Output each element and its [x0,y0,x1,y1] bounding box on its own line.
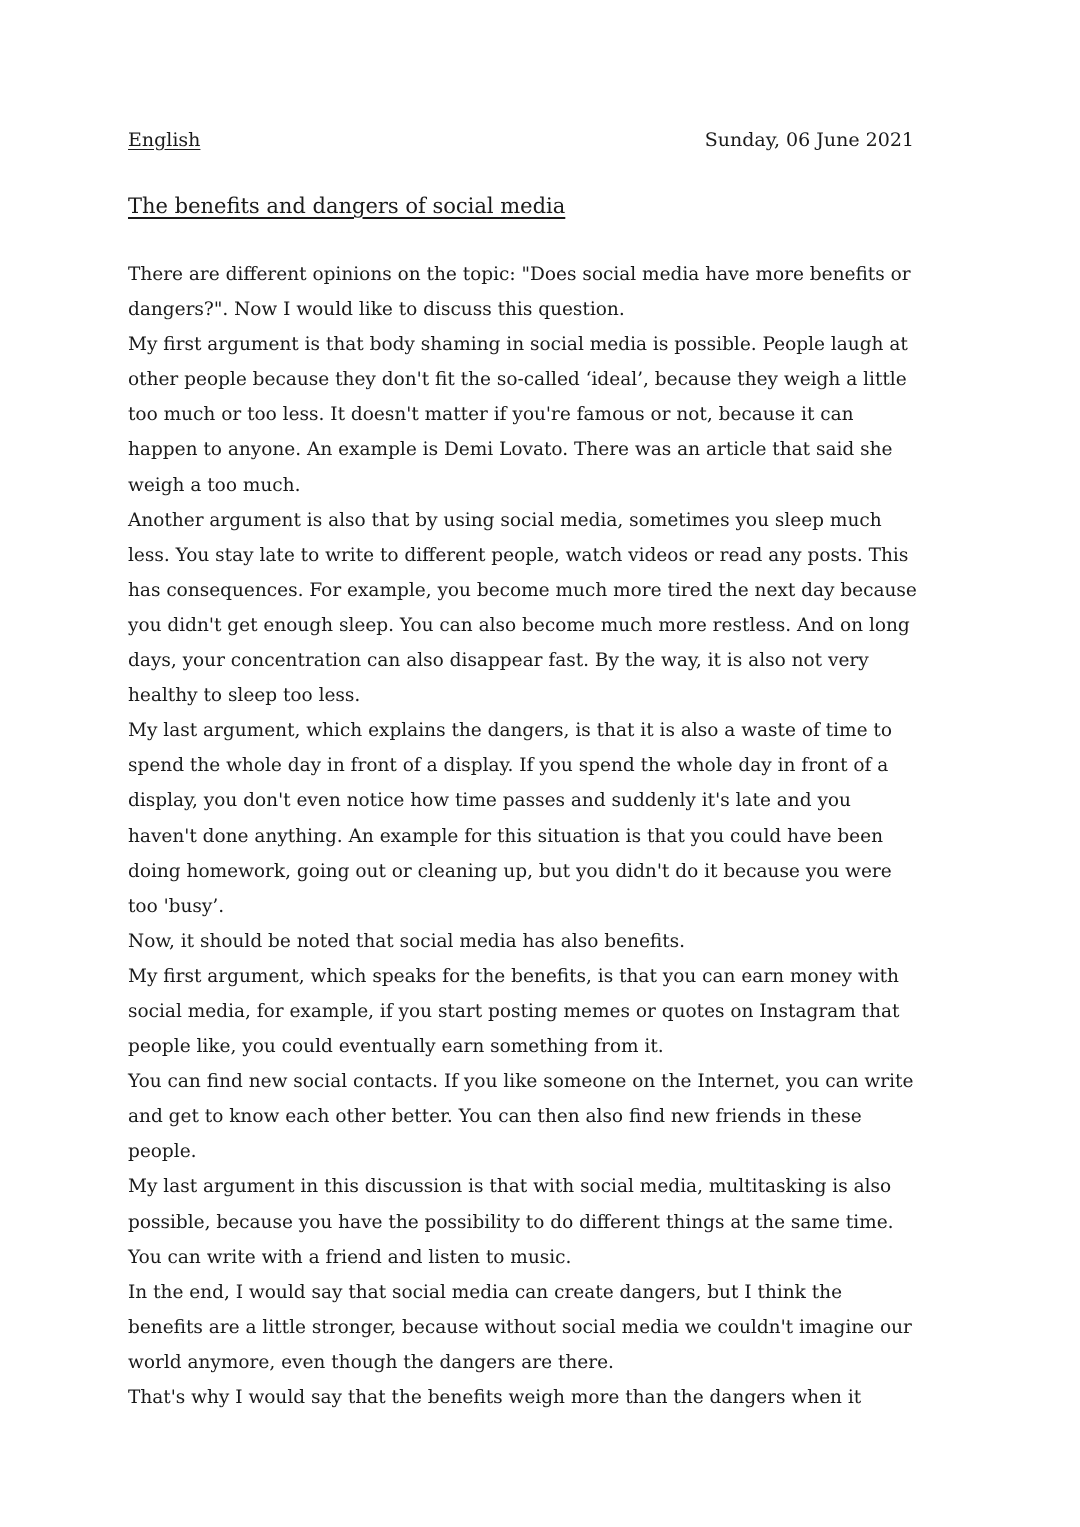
text-line: healthy to sleep too less. [128,685,361,707]
text-line: You can find new social contacts. If you like someone on the Internet, you can write [128,1071,914,1093]
text-line: you didn't get enough sleep. You can also become much more restless. And on long [128,614,910,636]
text-line: haven't done anything. An example for this situation is that you could have been [128,825,883,847]
text-line: You can write with a friend and listen to music. [128,1246,572,1268]
text-line: doing homework, going out or cleaning up, but you didn't do it because you were [128,860,892,882]
text-line: In the end, I would say that social media can create dangers, but I think the [128,1281,843,1303]
essay-body [128,257,958,1415]
text-line: My first argument, which speaks for the benefits, is that you can earn money with [128,965,899,987]
text-line: other people because they don't fit the so-called ‘ideal’, because they weigh a little [128,369,907,391]
document-date: Sunday, 06 June 2021 [704,129,914,151]
text-line: Now, it should be noted that social media has also benefits. [128,930,686,952]
text-line: Another argument is also that by using social media, sometimes you sleep much [128,509,882,531]
subject-heading: English [128,129,201,151]
text-line: There are different opinions on the topic: "Does social media have more benefits or [128,264,911,285]
text-line: too much or too less. It doesn't matter if you're famous or not, because it can [128,404,854,426]
text-line: spend the whole day in front of a display. If you spend the whole day in front of a [128,755,889,777]
text-line: My last argument, which explains the dangers, is that it is also a waste of time to [128,720,892,742]
text-line: and get to know each other better. You can then also find new friends in these [128,1106,862,1128]
text-line: people. [128,1141,197,1163]
text-line: days, your concentration can also disappear fast. By the way, it is also not very [128,650,869,672]
text-line: My last argument in this discussion is that with social media, multitasking is also [128,1176,892,1198]
text-line: benefits are a little stronger, because without social media we couldn't imagine our [128,1316,912,1338]
text-line: My first argument is that body shaming in social media is possible. People laugh at [128,334,908,356]
text-line: less. You stay late to write to different people, watch videos or read any posts. This [128,544,909,566]
text-line: too 'busy’. [128,895,225,917]
text-line: weigh a too much. [128,474,301,496]
text-line: dangers?". Now I would like to discuss this question. [128,299,625,321]
text-line: world anymore, even though the dangers are there. [128,1351,614,1373]
text-line: That's why I would say that the benefits weigh more than the dangers when it [128,1387,862,1408]
text-line: people like, you could eventually earn something from it. [128,1036,664,1058]
text-line: display, you don't even notice how time passes and suddenly it's late and you [128,790,851,812]
text-line: happen to anyone. An example is Demi Lovato. There was an article that said she [128,439,893,461]
text-line: social media, for example, if you start posting memes or quotes on Instagram that [128,1000,900,1022]
document-title: The benefits and dangers of social media [128,194,566,218]
text-line: has consequences. For example, you become much more tired the next day because [128,579,917,601]
text-line: possible, because you have the possibility to do different things at the same time. [128,1211,894,1233]
